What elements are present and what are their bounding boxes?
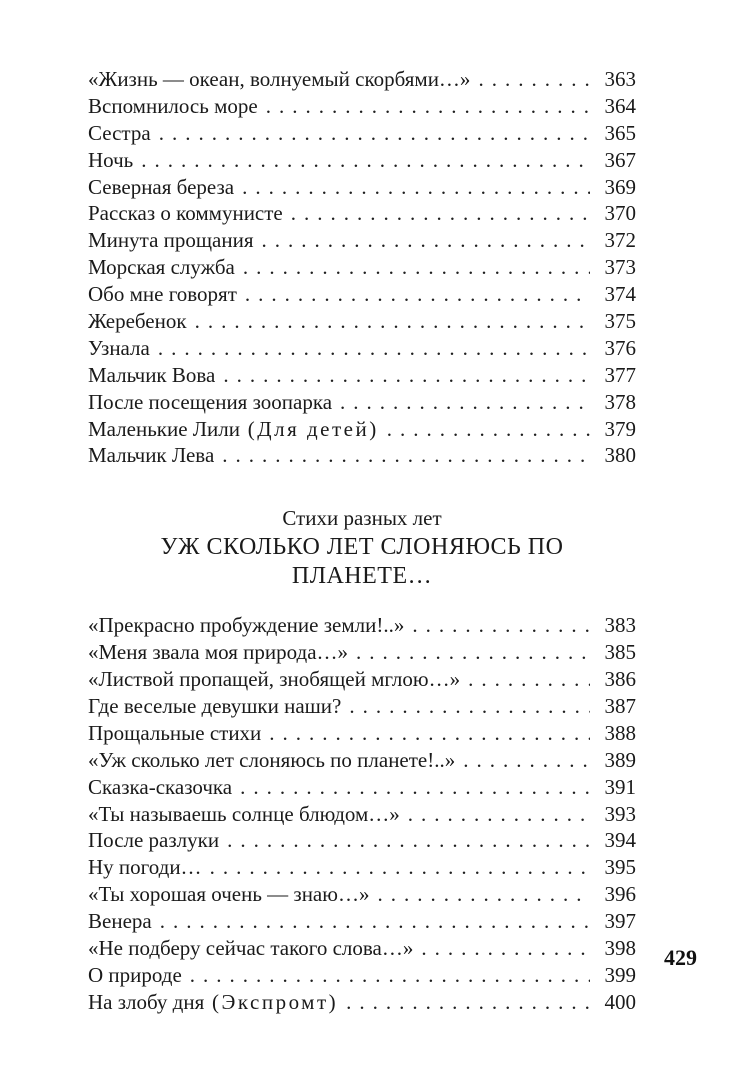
toc-entry-title: Ну погоди… xyxy=(88,855,202,880)
dot-leader xyxy=(227,827,590,854)
toc-entry xyxy=(88,362,636,389)
toc-entry xyxy=(88,935,636,962)
dot-leader xyxy=(412,612,590,639)
toc-entry-title: Вспомнилось море xyxy=(88,93,258,118)
page-number: 429 xyxy=(664,945,697,970)
toc-entry-title: Обо мне говорят xyxy=(88,282,237,307)
toc-entry-title: «Жизнь — океан, волнуемый скорбями…» xyxy=(88,67,471,91)
dot-leader xyxy=(408,801,590,828)
toc-entry-page-number: 379 xyxy=(604,416,636,441)
toc-entry-title: «Ты называешь солнце блюдом…» xyxy=(88,801,400,826)
toc-entry-title: Жеребенок xyxy=(88,309,187,334)
dot-leader xyxy=(243,254,590,281)
toc-section-poems-1 xyxy=(88,66,636,469)
toc-entry-page-number: 396 xyxy=(604,882,636,907)
dot-leader xyxy=(349,693,590,720)
toc-entry-title: Маленькие Лили (Для детей) xyxy=(88,416,379,441)
toc-entry-page-number: 387 xyxy=(604,694,636,719)
dot-leader xyxy=(346,989,590,1016)
toc-entry-title: Венера xyxy=(88,909,152,934)
dot-leader xyxy=(356,639,590,666)
toc-entry-title: Прощальные стихи xyxy=(88,720,262,745)
toc-entry xyxy=(88,801,636,828)
toc-entry-title: О природе xyxy=(88,962,182,987)
toc-entry xyxy=(88,66,636,93)
toc-entry-page-number: 399 xyxy=(604,962,636,987)
toc-entry-page-number: 373 xyxy=(604,255,636,280)
toc-entry-title: «Ты хорошая очень — знаю…» xyxy=(88,882,370,907)
toc-entry-title: Минута прощания xyxy=(88,228,254,253)
toc-entry xyxy=(88,639,636,666)
toc-entry-title: После посещения зоопарка xyxy=(88,389,333,414)
toc-entry-title: Сказка-сказочка xyxy=(88,774,233,799)
toc-entry-title: «Уж сколько лет слоняюсь по планете!..» xyxy=(88,747,456,772)
dot-leader xyxy=(262,227,590,254)
toc-entry-page-number: 383 xyxy=(604,613,636,638)
toc-entry-title: Где веселые девушки наши? xyxy=(88,694,342,719)
toc-entry xyxy=(88,389,636,416)
toc-entry xyxy=(88,720,636,747)
toc-entry xyxy=(88,281,636,308)
toc-entry-title: «Не подберу сейчас такого слова…» xyxy=(88,936,414,961)
dot-leader xyxy=(242,174,590,201)
dot-leader xyxy=(387,416,590,443)
toc-entry-title: Узнала xyxy=(88,335,150,360)
toc-entry xyxy=(88,908,636,935)
toc-entry xyxy=(88,416,636,443)
toc-entry-title: После разлуки xyxy=(88,828,220,853)
toc-entry-page-number: 369 xyxy=(604,174,636,199)
toc-entry-title: «Листвой пропащей, знобящей мглою…» xyxy=(88,667,461,692)
table-of-contents xyxy=(88,66,636,1016)
toc-entry-page-number: 367 xyxy=(604,147,636,172)
toc-entry xyxy=(88,254,636,281)
dot-leader xyxy=(291,200,590,227)
toc-entry xyxy=(88,335,636,362)
toc-entry-page-number: 364 xyxy=(604,93,636,118)
toc-entry xyxy=(88,93,636,120)
section-heading-block xyxy=(88,505,636,591)
section-title: УЖ СКОЛЬКО ЛЕТ СЛОНЯЮСЬ ПО ПЛАНЕТЕ… xyxy=(160,534,564,590)
dot-leader xyxy=(421,935,590,962)
dot-leader xyxy=(141,147,590,174)
dot-leader xyxy=(222,442,590,469)
toc-entry-list xyxy=(88,612,636,1015)
toc-entry xyxy=(88,147,636,174)
toc-entry-title: Рассказ о коммунисте xyxy=(88,201,283,226)
toc-entry-page-number: 386 xyxy=(604,667,636,692)
dot-leader xyxy=(240,774,590,801)
toc-entry-list xyxy=(88,66,636,469)
dot-leader xyxy=(159,120,590,147)
toc-entry xyxy=(88,962,636,989)
toc-entry-page-number: 398 xyxy=(604,936,636,961)
toc-entry-title: Ночь xyxy=(88,147,134,172)
dot-leader xyxy=(468,666,590,693)
dot-leader xyxy=(223,362,590,389)
dot-leader xyxy=(195,308,590,335)
toc-entry-page-number: 372 xyxy=(604,228,636,253)
toc-entry-page-number: 385 xyxy=(604,640,636,665)
toc-entry-title: Мальчик Лева xyxy=(88,443,215,468)
toc-entry-page-number: 365 xyxy=(604,120,636,145)
toc-entry xyxy=(88,174,636,201)
toc-entry xyxy=(88,666,636,693)
dot-leader xyxy=(266,93,590,120)
toc-entry xyxy=(88,442,636,469)
toc-entry xyxy=(88,989,636,1016)
dot-leader xyxy=(340,389,590,416)
toc-entry xyxy=(88,774,636,801)
dot-leader xyxy=(377,881,590,908)
toc-entry-page-number: 370 xyxy=(604,201,636,226)
toc-entry-title: «Меня звала моя природа…» xyxy=(88,640,349,665)
toc-entry xyxy=(88,612,636,639)
dot-leader xyxy=(210,854,590,881)
toc-entry-title: На злобу дня (Экспромт) xyxy=(88,989,339,1014)
toc-entry-page-number: 395 xyxy=(604,855,636,880)
toc-entry-title: Морская служба xyxy=(88,255,235,280)
toc-entry xyxy=(88,120,636,147)
toc-entry xyxy=(88,854,636,881)
dot-leader xyxy=(245,281,590,308)
toc-entry-page-number: 394 xyxy=(604,828,636,853)
toc-entry xyxy=(88,227,636,254)
section-subtitle: Стихи разных лет xyxy=(282,506,442,531)
toc-section-poems-of-various-years xyxy=(88,505,636,1015)
toc-entry-title: Мальчик Вова xyxy=(88,362,216,387)
dot-leader xyxy=(158,335,590,362)
toc-entry-title: Сестра xyxy=(88,120,151,145)
dot-leader xyxy=(160,908,590,935)
toc-entry-page-number: 388 xyxy=(604,720,636,745)
toc-entry-page-number: 389 xyxy=(604,747,636,772)
toc-entry-page-number: 391 xyxy=(604,774,636,799)
toc-entry-page-number: 376 xyxy=(604,335,636,360)
toc-entry xyxy=(88,881,636,908)
toc-entry-page-number: 378 xyxy=(604,389,636,414)
toc-entry-page-number: 363 xyxy=(604,67,636,91)
toc-entry-page-number: 397 xyxy=(604,909,636,934)
toc-entry xyxy=(88,827,636,854)
dot-leader xyxy=(463,747,590,774)
dot-leader xyxy=(190,962,590,989)
toc-entry-page-number: 374 xyxy=(604,282,636,307)
dot-leader xyxy=(269,720,590,747)
toc-entry-page-number: 375 xyxy=(604,309,636,334)
toc-entry xyxy=(88,200,636,227)
toc-entry xyxy=(88,693,636,720)
toc-entry-page-number: 393 xyxy=(604,801,636,826)
toc-entry-page-number: 380 xyxy=(604,443,636,468)
toc-entry-page-number: 377 xyxy=(604,362,636,387)
dot-leader xyxy=(478,66,590,93)
toc-entry-title: Северная береза xyxy=(88,174,235,199)
toc-entry xyxy=(88,747,636,774)
toc-entry-page-number: 400 xyxy=(604,989,636,1014)
toc-entry-title: «Прекрасно пробуждение земли!..» xyxy=(88,613,405,638)
toc-entry xyxy=(88,308,636,335)
